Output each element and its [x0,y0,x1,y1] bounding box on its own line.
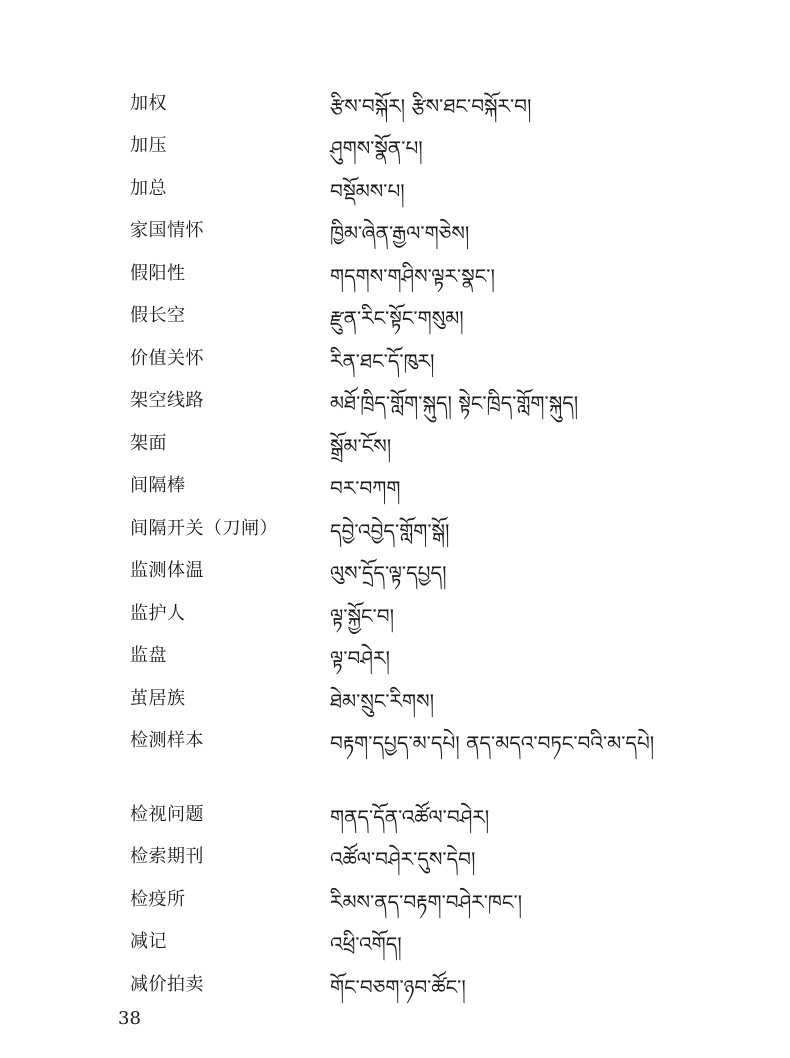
entry-chinese-term: 架面 [130,433,167,454]
entry-tibetan-term: གོང་བཅག་ཉབ་ཚོང་། [330,975,466,999]
entry-chinese-term: 检测样本 [130,730,204,751]
entry-tibetan-term: གདགས་གཤིས་ལྟར་སྣང་། [330,264,495,288]
entry-chinese-term: 家国情怀 [130,220,204,241]
entry-chinese-term: 加压 [130,135,167,156]
entry-tibetan-term: ལྟ་བཤེར། [330,646,390,670]
entry-tibetan-term: འཕྲི་འགོད། [330,932,402,956]
entry-chinese-term: 监盘 [130,645,167,666]
entry-tibetan-term: དབྱེ་འབྱེད་གློག་སྒོ། [330,519,450,543]
entry-chinese-term: 监护人 [130,603,186,624]
entry-chinese-term: 间隔棒 [130,475,186,496]
entry-tibetan-term: བར་བཀག [330,476,401,500]
entry-chinese-term: 间隔开关（刀闸） [130,518,278,539]
entry-chinese-term: 茧居族 [130,688,186,709]
entry-chinese-term: 检索期刊 [130,846,204,867]
entry-tibetan-term: གནད་དོན་འཚོལ་བཤེར། [330,805,490,829]
entry-chinese-term: 减记 [130,931,167,952]
entry-chinese-term: 价值关怀 [130,348,204,369]
entry-tibetan-term: སྒྲོམ་ངོས། [330,434,392,458]
entry-tibetan-term: རིན་ཐང་དོ་ཁུར། [330,349,435,373]
entry-tibetan-term: ཐེམ་སྲུང་རིགས། [330,689,435,713]
entry-tibetan-term: མཐོ་ཁྲིད་གློག་སྐུད། སྟེང་ཁྲིད་གློག་སྐུད། [330,391,579,415]
entry-tibetan-term: རྫུན་རིང་སྟོང་གསུམ། [330,306,464,330]
entry-chinese-term: 检疫所 [130,889,186,910]
entry-chinese-term: 假阳性 [130,263,186,284]
page-number: 38 [118,1008,141,1029]
entry-chinese-term: 假长空 [130,305,186,326]
entry-chinese-term: 减价拍卖 [130,974,204,995]
entry-tibetan-term: ཤུགས་སྣོན་པ། [330,136,423,160]
entry-chinese-term: 加权 [130,93,167,114]
entry-tibetan-term: བསྡོམས་པ། [330,179,405,203]
entry-tibetan-term: བརྟག་དཔྱད་མ་དཔེ། ནད་མདའ་བཏང་བའི་མ་དཔེ། [330,731,655,755]
entry-chinese-term: 检视问题 [130,804,204,825]
entry-tibetan-term: ལྟ་སྐྱོང་བ། [330,604,395,628]
entry-chinese-term: 加总 [130,178,167,199]
entry-chinese-term: 架空线路 [130,390,204,411]
entry-tibetan-term: རིམས་ནད་བརྟག་བཤེར་ཁང་། [330,890,523,914]
entry-tibetan-term: འཚོལ་བཤེར་དུས་དེབ། [330,847,476,871]
entry-tibetan-term: ལུས་དྲོད་ལྟ་དཔྱད། [330,561,447,585]
entry-tibetan-term: ཁྱིམ་ཞེན་རྒྱལ་གཅེས། [330,221,470,245]
entry-tibetan-term: རྩིས་བསྐོར། རྩིས་ཐང་བསྐོར་བ། [330,94,532,118]
entry-chinese-term: 监测体温 [130,560,204,581]
